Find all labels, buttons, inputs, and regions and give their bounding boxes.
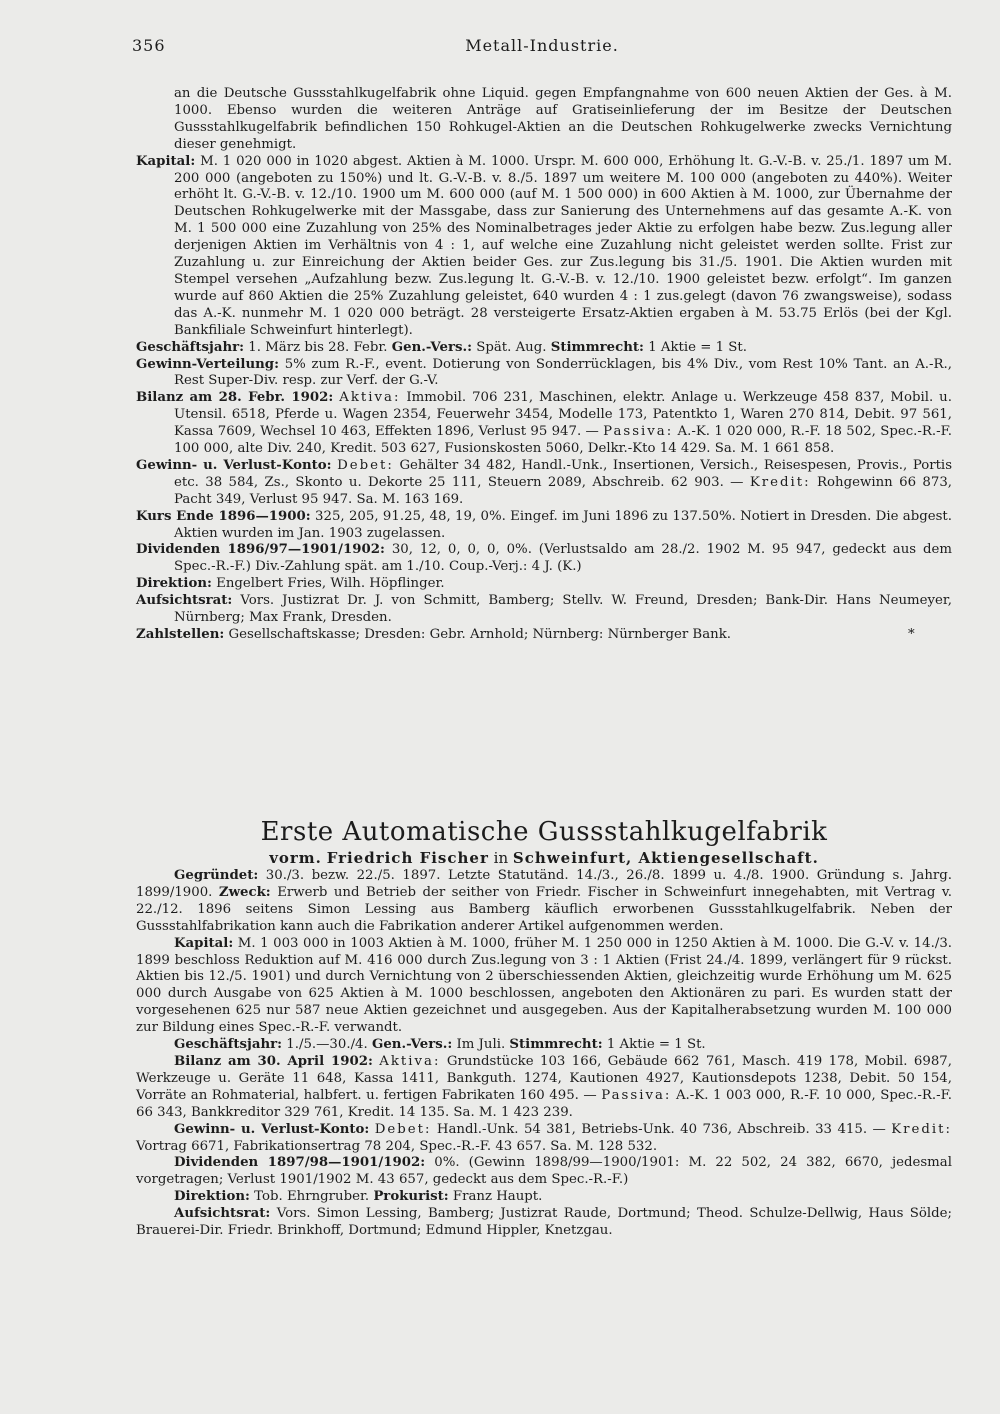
entry-label: Zahlstellen: (136, 627, 225, 642)
section-deutsche-gussstahlkugelfabrik (136, 86, 952, 644)
subtitle-part: Friedrich Fischer (326, 849, 489, 867)
entry-text: Spät. Aug. (476, 339, 547, 355)
entry-label: Gewinn- u. Verlust-Konto: (136, 457, 332, 473)
subtitle-part: Schweinfurt, Aktiengesellschaft. (512, 849, 819, 867)
entry-text: Handl.-Unk. 54 381, Betriebs-Unk. 40 736, Abschreib. 33 415. — (436, 1121, 886, 1137)
passiva-label: Passiva: (603, 424, 674, 440)
subtitle-part: in (493, 849, 509, 867)
entry-direktion (136, 1189, 952, 1206)
entry-dividenden (136, 1155, 952, 1189)
entry-text: Gesellschaftskasse; Dresden: Gebr. Arnhold; Nürnberg: Nürnberger Bank. (228, 627, 731, 642)
entry-label: Zweck: (218, 884, 271, 900)
entry-text: 30./3. bezw. 22./5. 1897. Letzte Statutänd. 14./3., 26./8. 1899 u. 4./8. 1900. Gründung s. Jahrg. 1899/1900. (136, 868, 952, 900)
entry-label: Dividenden 1897/98—1901/1902: (174, 1155, 426, 1171)
entry-geschaeftsjahr (136, 340, 952, 357)
entry-text: 325, 205, 91.25, 48, 19, 0%. Eingef. im Juni 1896 zu 137.50%. Notiert in Dresden. Die abgest. Aktien wurden im Jan. 1903 zugelassen. (174, 508, 952, 541)
kredit-label: Kredit: (749, 474, 811, 490)
entry-label: Bilanz am 30. April 1902: (174, 1053, 373, 1069)
entry-text: Im Juli. (456, 1037, 506, 1053)
entry-label: Direktion: (136, 576, 212, 592)
company-subtitle (136, 848, 952, 868)
entry-geschaeftsjahr (136, 1037, 952, 1054)
entry-text: 30, 12, 0, 0, 0, 0%. (Verlustsaldo am 28./2. 1902 M. 95 947, gedeckt aus dem Spec.-R.-F.) Div.-Zahlung spät. am 1./10. Coup.-Verj.: 4 J. (K.) (174, 542, 952, 575)
entry-text: Erwerb und Betrieb der seither von Friedr. Fischer in Schweinfurt innegehabten, mit Vertrag v. 22./12. 1896 seitens Simon Lessing aus Bamberg käuflich erworbenen Gussstahlkugelfabrik. Neben der Gussstahlfabrikation kann auch die Fabrikation anderer Artikel aufgenommen werden. (136, 884, 952, 934)
debet-label: Debet: (374, 1121, 432, 1137)
entry-text: 1 Aktie = 1 St. (606, 1037, 706, 1053)
entry-text: Rohgewinn 66 873, Pacht 349, Verlust 95 947. Sa. M. 163 169. (174, 474, 953, 507)
passiva-label: Passiva: (601, 1087, 672, 1103)
entry-zahlstellen: Zahlstellen: Gesellschaftskasse; Dresden: Gebr. Arnhold; Nürnberg: Nürnberger Bank. * (136, 627, 915, 642)
entry-label: Stimmrecht: (550, 339, 644, 355)
kredit-label: Kredit: (891, 1121, 952, 1137)
entry-text: Franz Haupt. (452, 1189, 543, 1205)
page-header (132, 36, 952, 60)
entry-text: Vortrag 6671, Fabrikationsertrag 78 204, Spec.-R.-F. 43 657. Sa. M. 128 532. (136, 1138, 658, 1154)
entry-text: Tob. Ehrngruber. (254, 1189, 370, 1205)
entry-gewinn-verteilung (136, 357, 952, 391)
entry-text: 0%. (Gewinn 1898/99—1900/1901: M. 22 502, 24 382, 6670, jedesmal vorgetragen; Verlust 1901/1902 M. 43 657, gedeckt aus dem Spec.-R.-F.) (136, 1155, 952, 1188)
entry-label: Geschäftsjahr: (174, 1037, 283, 1053)
entry-bilanz (136, 1054, 952, 1122)
intro-paragraph: an die Deutsche Gussstahlkugelfabrik ohne Liquid. gegen Empfangnahme von 600 neuen Aktien der Ges. à M. 1000. Ebenso wurden die weiteren Anträge auf Gratiseinlieferung der im Besitze der Deutschen Gussstahlkugelfabrik befindlichen 150 Rohkugel-Aktien an die Deutschen Rohkugelwerke zwecks Vernichtung dieser genehmigt. (174, 86, 952, 152)
entry-label: Aufsichtsrat: (136, 593, 233, 609)
entry-label: Direktion: (174, 1189, 250, 1205)
aktiva-label: Aktiva: (339, 390, 401, 406)
entry-aufsichtsrat (136, 1206, 952, 1240)
entry-label: Dividenden 1896/97—1901/1902: (136, 542, 385, 558)
entry-bilanz (136, 390, 952, 458)
company-title: Erste Automatische Gussstahlkugelfabrik (260, 817, 828, 847)
entry-aufsichtsrat (136, 593, 952, 627)
entry-text: Engelbert Fries, Wilh. Höpflinger. (216, 576, 445, 592)
entry-text: 1. März bis 28. Febr. (248, 339, 388, 355)
entry-text: 5% zum R.-F., event. Dotierung von Sonderrücklagen, bis 4% Div., vom Rest 10% Tant. an A.-R., Rest Super-Div. resp. zur Verf. der G.-V. (174, 356, 952, 389)
entry-text: Grundstücke 103 166, Gebäude 662 761, Masch. 419 178, Mobil. 6987, Werkzeuge u. Geräte 11 648, Kassa 1411, Bankguth. 1274, Kautionen 4927, Kautionsdepots 1238, Debit. 50 154, Vorräte an Rohmaterial, halbfert. u. fertigen Fabrikaten 160 495. — (136, 1053, 952, 1103)
entry-label: Gen.-Vers.: (391, 339, 472, 355)
aktiva-label: Aktiva: (379, 1053, 441, 1069)
entry-kurs (136, 509, 952, 543)
page-number: 356 (132, 36, 166, 55)
entry-label: Gegründet: (174, 868, 259, 883)
subtitle-part: vorm. (269, 849, 322, 867)
entry-text: 1./5.—30./4. (286, 1037, 368, 1053)
entry-label: Geschäftsjahr: (136, 339, 245, 355)
entry-label: Gen.-Vers.: (371, 1037, 453, 1053)
entry-label: Stimmrecht: (509, 1037, 603, 1053)
entry-label: Aufsichtsrat: (174, 1206, 271, 1222)
entry-label: Kapital: (136, 153, 196, 169)
entry-kapital (136, 936, 952, 1037)
entry-text: Vors. Justizrat Dr. J. von Schmitt, Bamberg; Stellv. W. Freund, Dresden; Bank-Dir. Hans Neumeyer, Nürnberg; Max Frank, Dresden. (174, 593, 953, 626)
entry-label: Bilanz am 28. Febr. 1902: (136, 390, 334, 406)
entry-dividenden (136, 542, 952, 576)
running-title: Metall-Industrie. (465, 36, 619, 55)
entry-text: A.-K. 1 020 000, R.-F. 18 502, Spec.-R.-F. 100 000, alte Div. 240, Kredit. 503 627, Fusionskosten 5060, Delkr.-Kto 14 429. Sa. M. 1 661 858. (174, 424, 952, 457)
entry-text: M. 1 020 000 in 1020 abgest. Aktien à M. 1000. Urspr. M. 600 000, Erhöhung lt. G.-V.-B. v. 25./1. 1897 um M. 200 000 (angeboten zu 150%) und lt. G.-V.-B. v. 8./5. 1897 um weitere M. 100 000 (angeboten zu 440%). Weiter erhöht lt. G.-V.-B. v. 12./10. 1900 um M. 600 000 (auf M. 1 500 000) in 600 Aktien à M. 1000, zur Übernahme der Deutschen Rohkugelwerke mit der Massgabe, dass zur Sanierung des Unternehmens auf das gesamte A.-K. von M. 1 500 000 eine Zuzahlung von 25% des Nominalbetrages jeder Aktie zu erfolgen habe bezw. Zus.legung aller derjenigen Aktien im Verhältnis von 4 : 1, auf welche eine Zuzahlung nicht geleistet werden sollte. Frist zur Zuzahlung u. zur Einreichung der Aktien beider Ges. zur Zus.legung bis 31./5. 1901. Die Aktien wurden mit Stempel versehen „Aufzahlung bezw. Zus.legung lt. G.-V.-B. v. 12./10. 1900 geleistet bezw. erfolgt“. Im ganzen wurde auf 860 Aktien die 25% Zuzahlung geleistet, 640 wurden 4 : 1 zus.gelegt (davon 76 zwangsweise), sodass das A.-K. nunmehr M. 1 020 000 beträgt. 28 versteigerte Ersatz-Aktien ergaben à M. 53.75 Erlös (bei der Kgl. Bankfiliale Schweinfurt hinterlegt). (174, 153, 952, 338)
entry-direktion (136, 576, 952, 593)
entry-gewinn-verlust-konto (136, 1122, 952, 1156)
entry-text: 1 Aktie = 1 St. (648, 339, 747, 355)
entry-label: Gewinn-Verteilung: (136, 356, 280, 372)
debet-label: Debet: (337, 457, 394, 473)
entry-label: Kapital: (174, 935, 234, 951)
entry-text: Immobil. 706 231, Maschinen, elektr. Anlage u. Werkzeuge 458 837, Mobil. u. Utensil. 6518, Pferde u. Wagen 2354, Feuerwehr 3454, Modelle 173, Patentkto 1, Waren 270 814, Debit. 97 561, Kassa 7609, Wechsel 10 463, Effekten 1896, Verlust 95 947. — (174, 390, 952, 440)
entry-text: Gehälter 34 482, Handl.-Unk., Insertionen, Versich., Reisespesen, Provis., Portis etc. 38 584, Zs., Skonto u. Dekorte 25 111, Steuern 2089, Abschreib. 62 903. — (174, 457, 953, 490)
entry-label: Kurs Ende 1896—1900: (136, 508, 311, 524)
entry-text: Vors. Simon Lessing, Bamberg; Justizrat Raude, Dortmund; Theod. Schulze-Dellwig, Haus Sölde; Brauerei-Dir. Friedr. Brinkhoff, Dortmund; Edmund Hippler, Knetzgau. (136, 1206, 952, 1239)
entry-label: Gewinn- u. Verlust-Konto: (174, 1121, 370, 1137)
entry-kapital (136, 154, 952, 340)
entry-text: M. 1 003 000 in 1003 Aktien à M. 1000, früher M. 1 250 000 in 1250 Aktien à M. 1000. Die G.-V. v. 14./3. 1899 beschloss Reduktion auf M. 416 000 durch Zus.legung von 3 : 1 Aktien (Frist 24./4. 1899, verlängert für 9 rückst. Aktien bis 12./5. 1901) und durch Vernichtung von 2 überschiessenden Aktien, gleichzeitig wurde Erhöhung um M. 625 000 durch Ausgabe von 625 Aktien à M. 1000 beschlossen, angeboten den Aktionären zu pari. Es wurden statt der vorgesehenen 625 nur 587 neue Aktien gezeichnet und ausgegeben. Aus der Kapitalherabsetzung wurden M. 100 000 zur Bildung eines Spec.-R.-F. verwandt. (136, 935, 953, 1036)
entry-text: A.-K. 1 003 000, R.-F. 10 000, Spec.-R.-F. 66 343, Bankkreditor 329 761, Kredit. 14 135. Sa. M. 1 423 239. (136, 1087, 952, 1120)
entry-gewinn-verlust-konto (136, 458, 952, 509)
section-erste-automatische-gussstahlkugelfabrik (136, 816, 952, 1240)
entry-label: Prokurist: (373, 1189, 449, 1205)
entry-gegruendet (136, 868, 952, 936)
